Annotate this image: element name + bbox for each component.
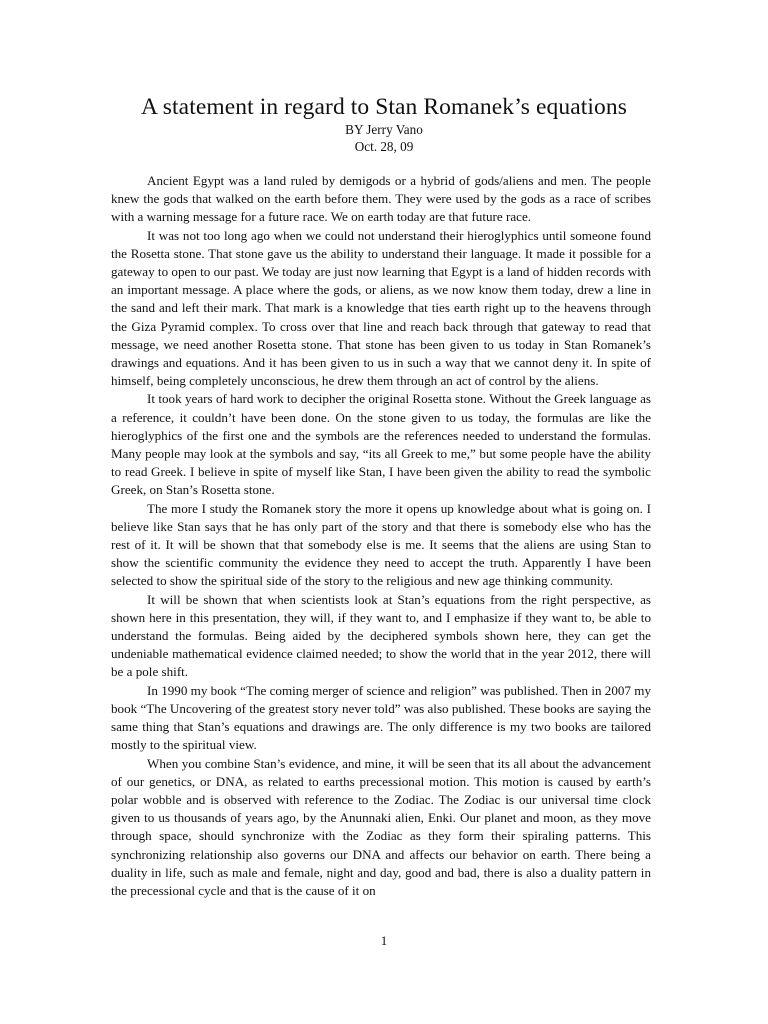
document-body [111,172,651,900]
paragraph: The more I study the Romanek story the more it opens up knowledge about what is going on. I believe like Stan says that he has only part of the story and that there is somebody else who has the rest of it. It will be shown that that somebody else is me. It seems that the aliens are using Stan to show the scientific community the evidence they need to accept the truth. Apparently I have been selected to show the spiritual side of the story to the religious and new age thinking community. [111,500,651,589]
paragraph: It took years of hard work to decipher the original Rosetta stone. Without the Greek language as a reference, it couldn’t have been done. On the stone given to us today, the formulas are like the hieroglyphics of the first one and the symbols are the references needed to understand the formulas. Many people may look at the symbols and say, “its all Greek to me,” but some people have the ability to read Greek. I believe in spite of myself like Stan, I have been given the ability to read the symbolic Greek, on Stan’s Rosetta stone. [111,391,651,498]
document-title: A statement in regard to Stan Romanek’s equations [141,94,627,120]
page-number: 1 [380,933,388,948]
paragraph: When you combine Stan’s evidence, and mine, it will be seen that its all about the advancement of our genetics, or DNA, as related to earths precessional motion. This motion is caused by earth’s polar wobble and is observed with reference to the Zodiac. The Zodiac is our universal time clock given to us thousands of years ago, by the Anunnaki alien, Enki. Our planet and moon, as they move through space, should synchronize with the Zodiac as they form their spiraling patterns. This synchronizing relationship also governs our DNA and affects our behavior on earth. There being a duality in life, such as male and female, night and day, good and bad, there is also a duality pattern in the precessional cycle and that is the cause of it on [111,755,651,898]
paragraph: It will be shown that when scientists look at Stan’s equations from the right perspective, as shown here in this presentation, they will, if they want to, and I emphasize if they want to, be able to understand the formulas. Being aided by the deciphered symbols shown here, they can get the undeniable mathematical evidence claimed needed; to show the world that in the year 2012, there will be a pole shift. [111,591,651,680]
paragraph: It was not too long ago when we could not understand their hieroglyphics until someone found the Rosetta stone. That stone gave us the ability to understand their language. It made it possible for a gateway to open to our past. We today are just now learning that Egypt is a land of hidden records with an important message. A place where the gods, or aliens, as we now know them today, drew a line in the sand and left their mark. That mark is a knowledge that ties earth right up to the heavens through the Giza Pyramid complex. To cross over that line and reach back through that gateway to read that message, we need another Rosetta stone. That stone has been given to us today in Stan Romanek’s drawings and equations. And it has been given to us in such a way that we cannot deny it. In spite of himself, being completely unconscious, he drew them through an act of control by the aliens. [111,227,651,389]
paragraph: In 1990 my book “The coming merger of science and religion” was published. Then in 2007 my book “The Uncovering of the greatest story never told” was also published. These books are saying the same thing that Stan’s equations and drawings are. The only difference is my two books are tailored mostly to the spiritual view. [111,682,651,753]
document-date: Oct. 28, 09 [354,139,414,154]
author-byline: BY Jerry Vano [345,122,423,137]
paragraph: Ancient Egypt was a land ruled by demigods or a hybrid of gods/aliens and men. The people knew the gods that walked on the earth before them. They were used by the gods as a race of scribes with a warning message for a future race. We on earth today are that future race. [111,173,651,225]
